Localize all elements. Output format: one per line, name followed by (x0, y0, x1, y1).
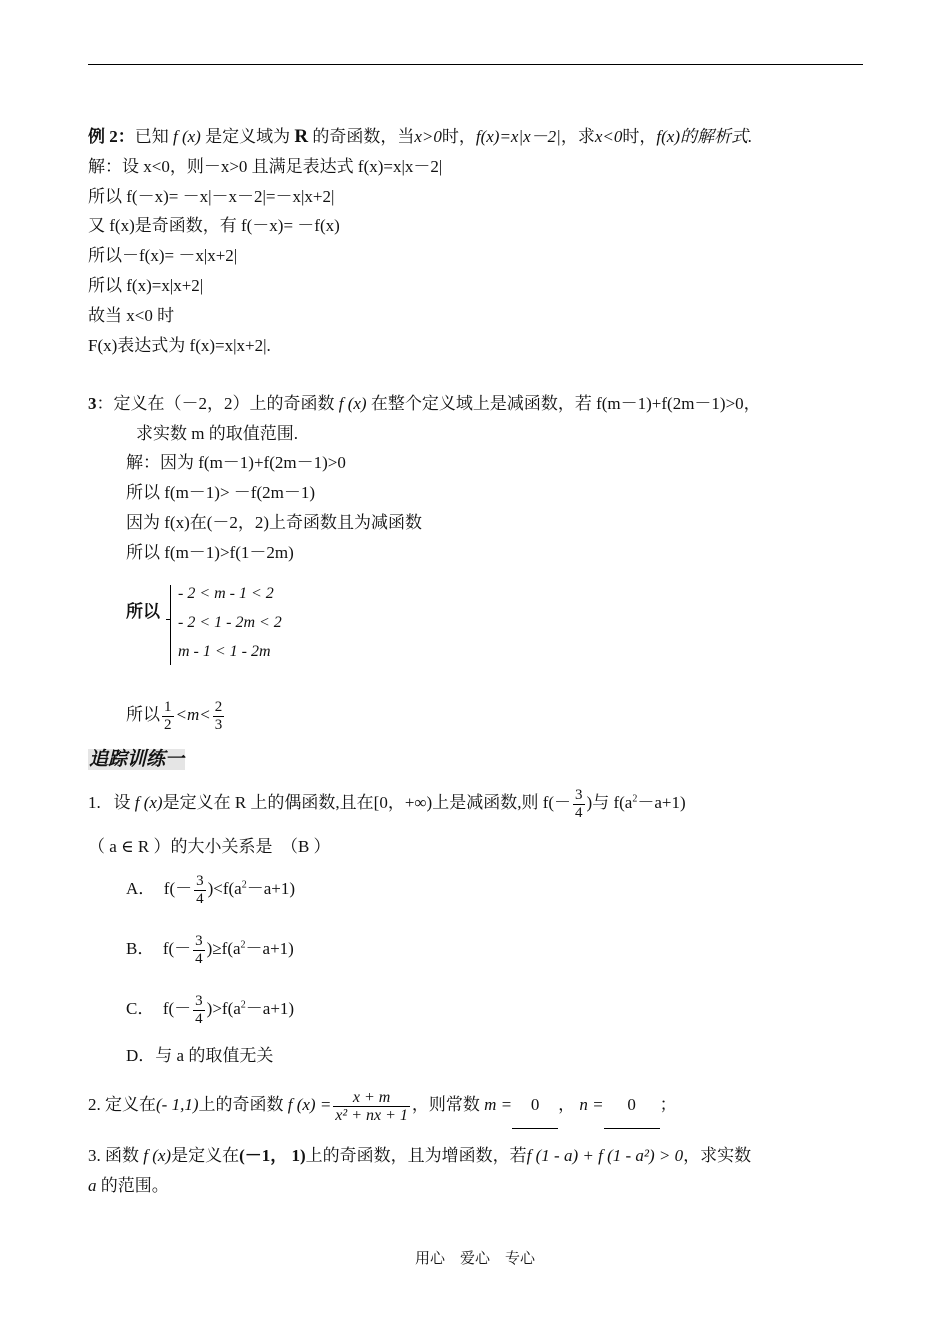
text: －a+1) (245, 999, 295, 1018)
fraction (194, 873, 206, 908)
system-row: - 2 < 1 - 2m < 2 (178, 614, 282, 631)
denominator: 4 (195, 950, 203, 967)
text: ：定义在（－2，2）上的奇函数 (96, 394, 335, 413)
math: m = (484, 1095, 513, 1114)
training-p3-line2 (88, 1175, 169, 1197)
text: －a+1) (246, 879, 296, 898)
text: ，则常数 (411, 1095, 480, 1114)
solution-line: 所以 f(－x)= －x|－x－2|=－x|x+2| (88, 187, 335, 206)
q3-solution-line: 解：因为 f(m－1)+f(2m－1)>0 (126, 453, 346, 472)
q3-solution-line: 所以 f(m－1)> －f(2m－1) (126, 483, 316, 502)
superscript: 2 (632, 793, 638, 805)
q3-suoyi: 所以 (126, 602, 160, 621)
training-p1-line2: （ a ∈ R ）的大小关系是 （B ） (88, 837, 331, 856)
q3-solution-line: 所以 f(m－1)>f(1－2m) (126, 543, 294, 562)
fraction (162, 699, 174, 734)
training-p2 (88, 1082, 677, 1129)
text: 所以 (126, 705, 160, 724)
text: )<f(a (207, 879, 242, 898)
q3-question (88, 393, 761, 415)
math: f (1 - a) + f (1 - a²) > 0 (526, 1146, 684, 1165)
denominator: 2 (164, 716, 172, 733)
text: 已知 (134, 127, 169, 146)
text: f(－ (162, 999, 192, 1018)
option-label: B． (126, 939, 155, 958)
text: －a+1) (637, 793, 686, 812)
example2-title: 例 2： (88, 127, 135, 146)
superscript: 2 (241, 879, 247, 891)
system-row: m - 1 < 1 - 2m (178, 643, 271, 660)
text: 时， (622, 127, 657, 146)
solution-line: 故当 x<0 时 (88, 306, 175, 325)
solution-line: 又 f(x)是奇函数，有 f(－x)= －f(x) (88, 216, 340, 235)
fraction (193, 933, 205, 968)
text: 在整个定义域上是减函数，若 f(m－1)+f(2m－1)>0， (370, 394, 761, 413)
math: x>0 (414, 127, 442, 146)
denominator: 4 (575, 804, 583, 821)
numerator: 3 (196, 872, 204, 889)
denominator: 3 (214, 716, 223, 733)
solution-line: 解：设 x<0，则－x>0 且满足表达式 f(x)=x|x－2| (88, 157, 443, 176)
math: <m< (175, 705, 211, 724)
text: 是定义在 R 上的偶函数,且在[0，+∞)上是减函数,则 f(－ (162, 793, 572, 812)
brace (170, 585, 177, 665)
denominator: 4 (195, 1010, 203, 1027)
q3-solution-line: 因为 f(x)在(－2，2)上奇函数且为减函数 (126, 513, 423, 532)
option-b (126, 926, 294, 972)
page-footer: 用心 爱心 专心 (414, 1251, 535, 1267)
solution-line: 所以 f(x)=x|x+2| (88, 276, 204, 295)
numerator: 3 (195, 932, 203, 949)
math: n = (579, 1095, 604, 1114)
fraction (573, 787, 585, 822)
numerator: x + m (333, 1089, 410, 1107)
math: (－1， 1) (239, 1146, 306, 1165)
math-fx: f (x) (134, 793, 163, 812)
training-p3 (88, 1145, 751, 1167)
q3-question-line2: 求实数 m 的取值范围. (136, 424, 298, 443)
text: )与 f(a (586, 793, 633, 812)
math: (- 1,1) (156, 1095, 199, 1114)
math: f(x)的解析式. (656, 127, 753, 146)
text: 2. 定义在 (88, 1095, 156, 1114)
training-heading (88, 749, 185, 771)
header-rule (88, 64, 863, 65)
numerator: 3 (195, 992, 203, 1009)
superscript: 2 (240, 999, 246, 1011)
numerator: 2 (214, 698, 223, 715)
numerator: 1 (164, 698, 172, 715)
math: a (88, 1176, 97, 1195)
text: )≥f(a (206, 939, 241, 958)
heading-text: 追踪训练一 (89, 749, 185, 770)
answer-blank-m: 0 (512, 1082, 558, 1129)
solution-line: F(x)表达式为 f(x)=x|x+2|. (88, 336, 271, 355)
option-label: C． (126, 999, 155, 1018)
denominator: 4 (196, 890, 204, 907)
numerator: 3 (575, 786, 583, 803)
answer-blank-n: 0 (604, 1082, 660, 1129)
math-fx: f (x) (173, 127, 201, 146)
text: ， (558, 1095, 576, 1114)
solution-line: 所以－f(x)= －x|x+2| (88, 246, 238, 265)
text: )>f(a (206, 999, 241, 1018)
math-fx: f (x) = (287, 1095, 332, 1114)
math: f(x)=x|x－2| (475, 127, 561, 146)
option-a (126, 866, 295, 912)
text: ； (659, 1095, 677, 1114)
math-R: R (294, 126, 309, 147)
math: x<0 (594, 127, 623, 146)
text: 时， (441, 127, 476, 146)
text: f(－ (162, 939, 192, 958)
text: 3. 函数 (88, 1146, 139, 1165)
example2-question (88, 126, 752, 148)
text: －a+1) (245, 939, 294, 958)
text: 是定义在 (171, 1146, 240, 1165)
text: 设 (113, 793, 131, 812)
q3-number: 3 (88, 394, 97, 413)
system-row: - 2 < m - 1 < 2 (178, 585, 274, 602)
training-p1 (88, 780, 686, 826)
fraction (213, 699, 225, 734)
fraction (193, 993, 205, 1028)
q3-final-range (126, 692, 226, 738)
superscript: 2 (240, 939, 246, 951)
option-label: A． (126, 879, 156, 898)
text: 上的奇函数 (198, 1095, 284, 1114)
text: ，求 (560, 127, 595, 146)
text: 上的奇函数，且为增函数，若 (305, 1146, 527, 1165)
text: 是定义域为 (205, 127, 291, 146)
text: ，求实数 (683, 1146, 752, 1165)
option-d: D．与 a 的取值无关 (126, 1046, 274, 1065)
fraction (333, 1089, 410, 1124)
number: 1. (88, 793, 101, 812)
text: 的奇函数，当 (312, 127, 415, 146)
math-fx: f (x) (338, 394, 367, 413)
denominator: x² + nx + 1 (335, 1106, 408, 1124)
text: 的范围。 (100, 1176, 169, 1195)
math-fx: f (x) (143, 1146, 172, 1165)
option-c (126, 986, 294, 1032)
text: f(－ (163, 879, 193, 898)
